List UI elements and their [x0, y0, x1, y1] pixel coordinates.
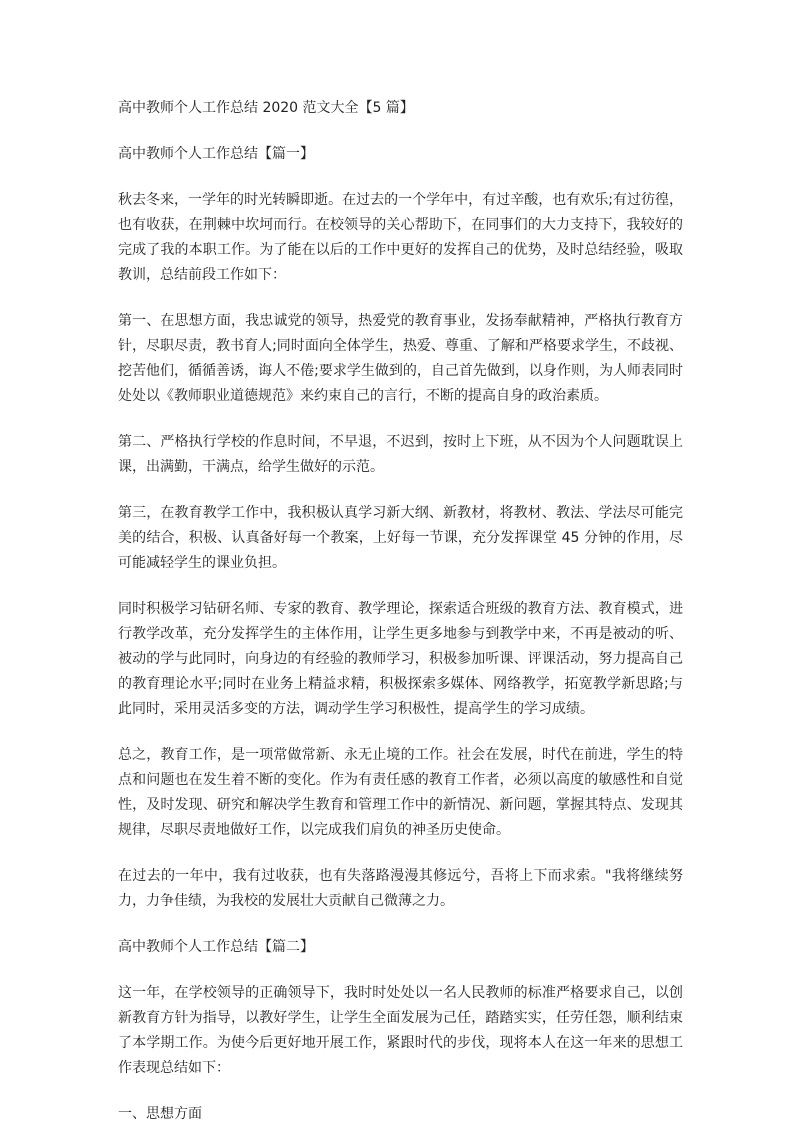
paragraph-8: 这一年，在学校领导的正确领导下，我时时处处以一名人民教师的标准严格要求自己，以创新教育方针为指导，以教好学生，让学生全面发展为己任，踏踏实实，任劳任怨，顺利结束了本学期工作。为使今后更好地开展工作，紧跟时代的步伐，现将本人在这一年来的思想工作表现总结如下：	[118, 985, 683, 1076]
paragraph-5: 同时积极学习钻研名师、专家的教育、教学理论，探索适合班级的教育方法、教育模式，进行教学改革，充分发挥学生的主体作用，让学生更多地参与到教学中来，不再是被动的听、被动的学与此同时，向身边的有经验的教师学习，积极参加听课、评课活动，努力提高自己的教育理论水平;同时在业务上精益求精，积极探索多媒体、网络教学，拓宽教学新思路;与此同时，采用灵活多变的方法，调动学生学习积极性，提高学生的学习成绩。	[118, 601, 683, 717]
section-heading-1: 高中教师个人工作总结【篇一】	[118, 146, 314, 162]
document-title: 高中教师个人工作总结 2020 范文大全【5 篇】	[118, 100, 414, 116]
sub-heading-thought: 一、思想方面	[118, 1106, 202, 1122]
paragraph-2: 第一、在思想方面，我忠诚党的领导，热爱党的教育事业，发扬奉献精神，严格执行教育方针，尽职尽责，教书育人;同时面向全体学生，热爱、尊重、了解和严格要求学生，不歧视、挖苦他们，循循善诱，诲人不倦;要求学生做到的，自己首先做到，以身作则，为人师表同时处处以《教师职业道德规范》来约束自己的言行，不断的提高自身的政治素质。	[118, 313, 683, 404]
paragraph-1: 秋去冬来，一学年的时光转瞬即逝。在过去的一个学年中，有过辛酸，也有欢乐;有过彷徨，也有收获，在荆棘中坎坷而行。在校领导的关心帮助下，在同事们的大力支持下，我较好的完成了我的本职工作。为了能在以后的工作中更好的发挥自己的优势，及时总结经验，吸取教训，总结前段工作如下：	[118, 192, 683, 283]
paragraph-4: 第三，在教育教学工作中，我积极认真学习新大纲、新教材，将教材、教法、学法尽可能完美的结合，积极、认真备好每一个教案，上好每一节课，充分发挥课堂 45 分钟的作用，尽可能减轻学生的课业负担。	[118, 505, 683, 571]
paragraph-3: 第二、严格执行学校的作息时间，不早退，不迟到，按时上下班，从不因为个人问题耽误上课，出满勤，干满点，给学生做好的示范。	[118, 434, 683, 475]
paragraph-7: 在过去的一年中，我有过收获，也有失落路漫漫其修远兮，吾将上下而求索。"我将继续努力，力争佳绩，为我校的发展壮大贡献自己微薄之力。	[118, 868, 683, 909]
paragraph-6: 总之，教育工作，是一项常做常新、永无止境的工作。社会在发展，时代在前进，学生的特点和问题也在发生着不断的变化。作为有责任感的教育工作者，必须以高度的敏感性和自觉性，及时发现、研究和解决学生教育和管理工作中的新情况、新问题，掌握其特点、发现其规律，尽职尽责地做好工作，以完成我们肩负的神圣历史使命。	[118, 747, 683, 838]
document-page	[118, 96, 683, 1148]
section-heading-2: 高中教师个人工作总结【篇二】	[118, 939, 314, 955]
